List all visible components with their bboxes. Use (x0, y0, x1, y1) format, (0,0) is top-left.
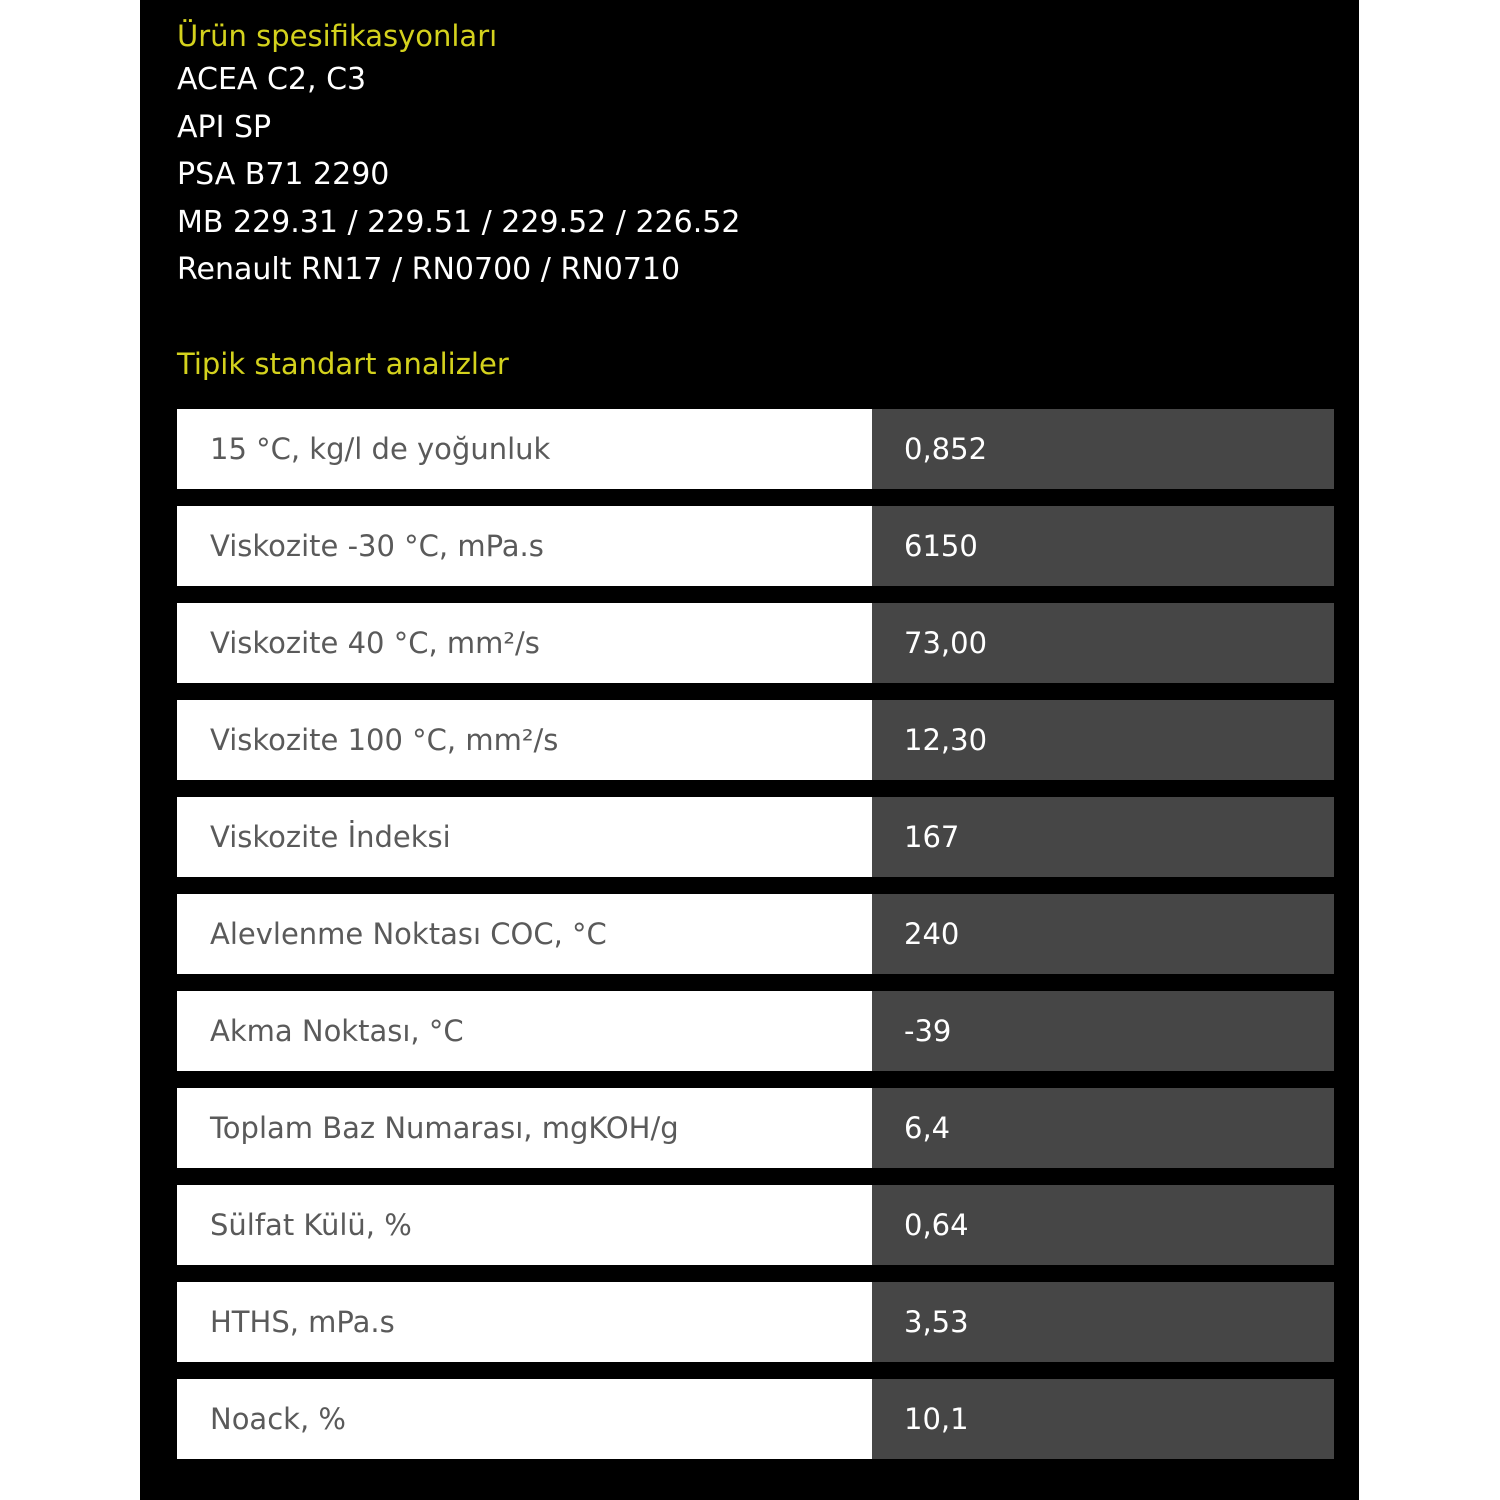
property-label: Viskozite İndeksi (177, 797, 872, 877)
analyses-title: Tipik standart analizler (177, 347, 509, 381)
property-label: Viskozite 40 °C, mm²/s (177, 603, 872, 683)
property-value: -39 (872, 991, 1334, 1071)
property-value: 6150 (872, 506, 1334, 586)
property-value: 3,53 (872, 1282, 1334, 1362)
table-row (177, 1088, 1334, 1168)
property-value: 0,852 (872, 409, 1334, 489)
specifications-list (177, 62, 740, 300)
property-label: Sülfat Külü, % (177, 1185, 872, 1265)
property-label: Akma Noktası, °C (177, 991, 872, 1071)
product-info-panel (140, 0, 1359, 1500)
table-row (177, 1282, 1334, 1362)
table-row (177, 1379, 1334, 1459)
specification-item: Renault RN17 / RN0700 / RN0710 (177, 252, 681, 287)
table-row (177, 603, 1334, 683)
table-row (177, 894, 1334, 974)
specifications-title: Ürün spesifikasyonları (177, 19, 498, 53)
specification-item: PSA B71 2290 (177, 157, 390, 192)
property-label: 15 °C, kg/l de yoğunluk (177, 409, 872, 489)
table-row (177, 991, 1334, 1071)
table-row (177, 409, 1334, 489)
table-row (177, 1185, 1334, 1265)
property-value: 6,4 (872, 1088, 1334, 1168)
property-value: 73,00 (872, 603, 1334, 683)
property-value: 167 (872, 797, 1334, 877)
property-value: 0,64 (872, 1185, 1334, 1265)
property-value: 12,30 (872, 700, 1334, 780)
property-label: HTHS, mPa.s (177, 1282, 872, 1362)
specification-item: ACEA C2, C3 (177, 62, 367, 97)
table-row (177, 700, 1334, 780)
specification-item: API SP (177, 109, 272, 145)
table-row (177, 506, 1334, 586)
property-label: Viskozite -30 °C, mPa.s (177, 506, 872, 586)
analyses-table (177, 409, 1334, 1476)
property-label: Noack, % (177, 1379, 872, 1459)
specification-item: MB 229.31 / 229.51 / 229.52 / 226.52 (177, 204, 741, 240)
property-label: Alevlenme Noktası COC, °C (177, 894, 872, 974)
table-row (177, 797, 1334, 877)
property-label: Toplam Baz Numarası, mgKOH/g (177, 1088, 872, 1168)
property-value: 240 (872, 894, 1334, 974)
property-value: 10,1 (872, 1379, 1334, 1459)
property-label: Viskozite 100 °C, mm²/s (177, 700, 872, 780)
